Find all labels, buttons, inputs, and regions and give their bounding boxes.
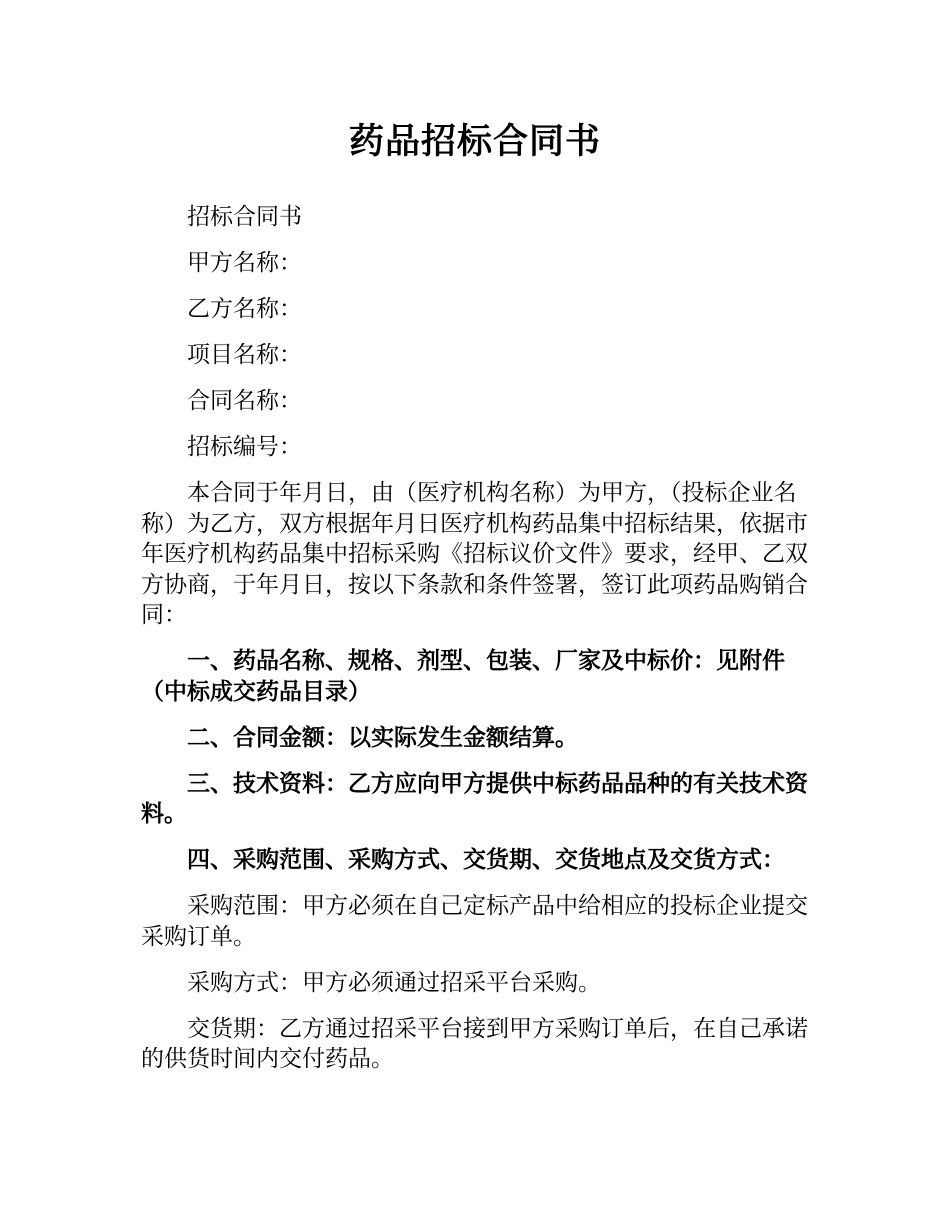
clause-3-technical-data: 三、技术资料：乙方应向甲方提供中标药品品种的有关技术资料。 bbox=[141, 769, 808, 827]
clause-2-contract-amount: 二、合同金额：以实际发生金额结算。 bbox=[187, 723, 578, 751]
paragraph-procurement-method: 采购方式：甲方必须通过招采平台采购。 bbox=[187, 969, 601, 996]
paragraph-party-b: 乙方名称： bbox=[187, 296, 302, 322]
paragraph-heading: 招标合同书 bbox=[187, 204, 302, 230]
paragraph-delivery-period: 交货期：乙方通过招采平台接到甲方采购订单后，在自己承诺的供货时间内交付药品。 bbox=[141, 1015, 808, 1072]
document-title: 药品招标合同书 bbox=[348, 121, 601, 162]
paragraph-procurement-scope: 采购范围：甲方必须在自己定标产品中给相应的投标企业提交采购订单。 bbox=[141, 893, 808, 950]
paragraph-party-a: 甲方名称： bbox=[187, 250, 302, 276]
clause-1-drug-info: 一、药品名称、规格、剂型、包装、厂家及中标价：见附件（中标成交药品目录） bbox=[141, 647, 785, 705]
clause-4-procurement: 四、采购范围、采购方式、交货期、交货地点及交货方式： bbox=[187, 846, 785, 873]
document-body bbox=[141, 202, 811, 1090]
paragraph-tender-number: 招标编号： bbox=[187, 434, 302, 460]
paragraph-project-name: 项目名称： bbox=[187, 342, 302, 368]
paragraph-contract-name: 合同名称： bbox=[187, 388, 302, 414]
paragraph-preamble: 本合同于年月日，由（医疗机构名称）为甲方，（投标企业名称）为乙方，双方根据年月日医疗机构药品集中招标结果，依据市年医疗机构药品集中招标采购《招标议价文件》要求，经甲、乙双方协商，于年月日，按以下条款和条件签署，签订此项药品购销合同： bbox=[141, 480, 808, 628]
